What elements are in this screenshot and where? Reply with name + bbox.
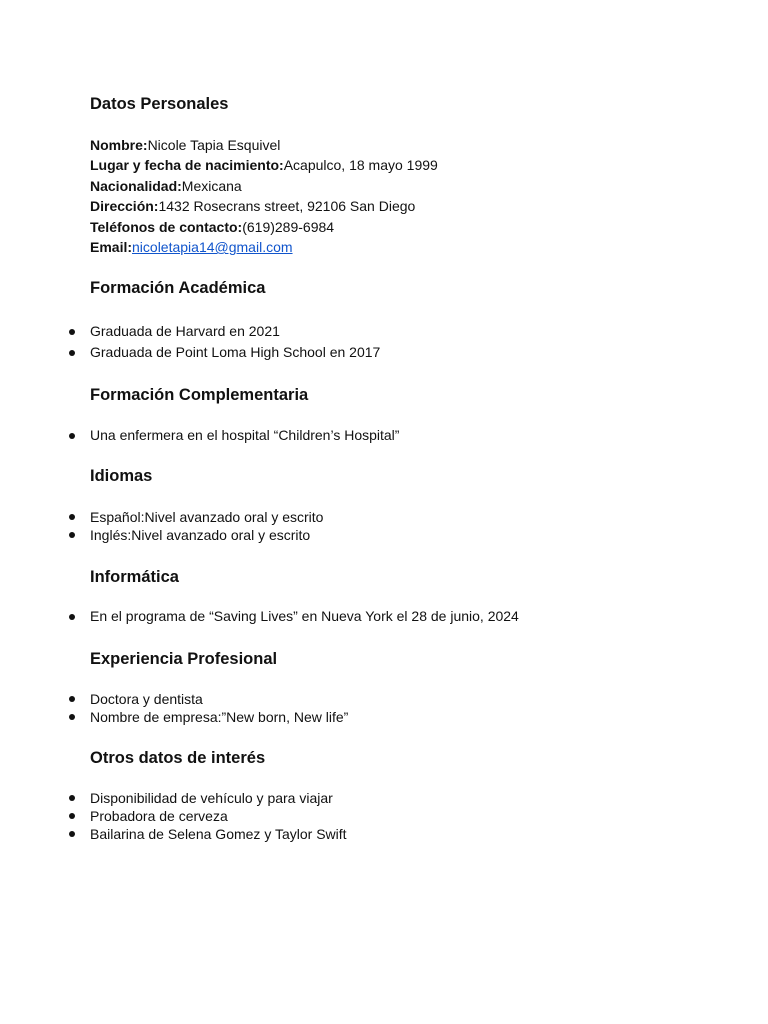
value-direccion: 1432 Rosecrans street, 92106 San Diego: [158, 198, 416, 215]
label-direccion: Dirección:: [90, 198, 159, 215]
heading-datos-personales: Datos Personales: [90, 95, 229, 113]
list-item: Nombre de empresa:”New born, New life”: [90, 709, 349, 725]
row-nombre: [90, 135, 438, 155]
heading-otros-datos: Otros datos de interés: [90, 749, 266, 767]
label-lugar-fecha: Lugar y fecha de nacimiento:: [90, 157, 284, 174]
list-item: Graduada de Point Loma High School en 2017: [90, 342, 380, 363]
label-email: Email:: [90, 239, 133, 256]
list-item: En el programa de “Saving Lives” en Nueva York el 28 de junio, 2024: [90, 606, 519, 627]
row-nacionalidad: [90, 176, 438, 196]
row-direccion: [90, 196, 438, 216]
heading-informatica: Informática: [90, 568, 179, 586]
list-item: Bailarina de Selena Gomez y Taylor Swift: [90, 826, 347, 842]
list-item: Probadora de cerveza: [90, 807, 347, 825]
label-telefonos: Teléfonos de contacto:: [90, 218, 243, 235]
list-idiomas: [90, 508, 323, 544]
value-telefonos: (619)289-6984: [242, 218, 335, 235]
list-item: Doctora y dentista: [90, 690, 348, 708]
heading-idiomas: Idiomas: [90, 467, 153, 485]
heading-formacion-academica: Formación Académica: [90, 279, 266, 297]
list-otros-datos: [90, 789, 347, 843]
personal-info-block: [90, 135, 438, 257]
list-item: Graduada de Harvard en 2021: [90, 321, 380, 342]
label-nacionalidad: Nacionalidad:: [90, 177, 182, 194]
value-nombre: Nicole Tapia Esquivel: [147, 137, 281, 153]
list-formacion-complementaria: [90, 425, 399, 446]
list-item: Disponibilidad de vehículo y para viajar: [90, 789, 347, 807]
heading-experiencia-profesional: Experiencia Profesional: [90, 650, 278, 668]
row-email: [90, 237, 438, 257]
value-nacionalidad: Mexicana: [181, 177, 242, 194]
email-link[interactable]: nicoletapia14@gmail.com: [132, 239, 293, 256]
row-telefonos: [90, 217, 438, 237]
heading-formacion-complementaria: Formación Complementaria: [90, 386, 309, 404]
row-lugar-fecha: [90, 155, 438, 175]
value-lugar-fecha: Acapulco, 18 mayo 1999: [283, 157, 438, 174]
list-item: Inglés:Nivel avanzado oral y escrito: [90, 526, 323, 544]
list-experiencia-profesional: [90, 690, 348, 726]
list-formacion-academica: [90, 321, 380, 363]
list-item: Español:Nivel avanzado oral y escrito: [90, 509, 324, 525]
list-informatica: [90, 606, 519, 627]
list-item: Una enfermera en el hospital “Children’s Hospital”: [90, 425, 399, 446]
label-nombre: Nombre:: [90, 137, 148, 153]
